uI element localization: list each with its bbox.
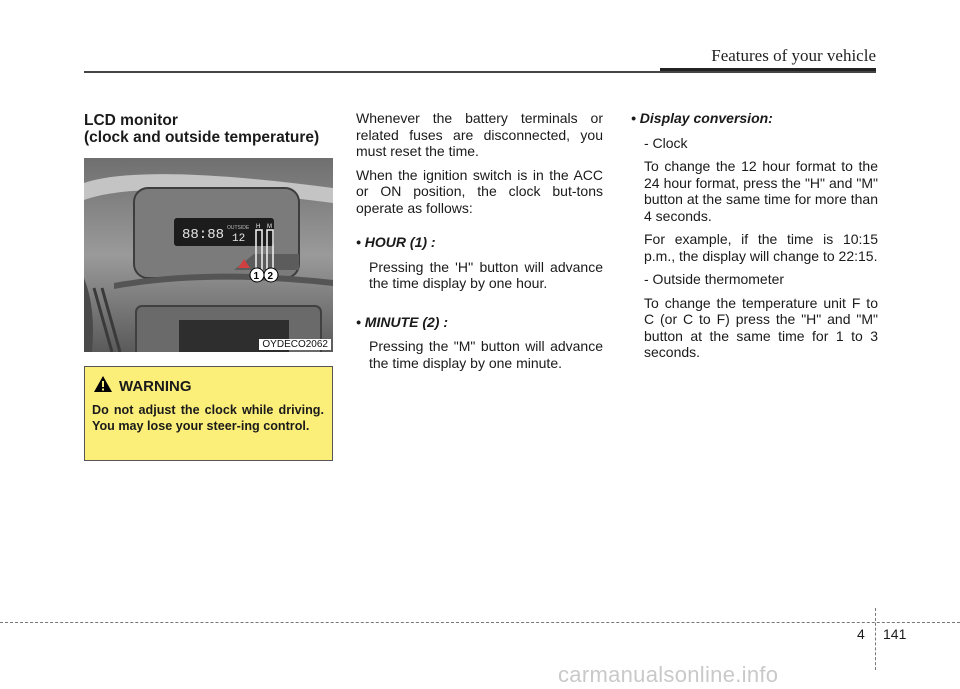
clock-paragraph-2: For example, if the time is 10:15 p.m., the display will change to 22:15. [644,231,878,264]
header-rule [84,71,876,73]
footer-divider [875,608,877,670]
thermometer-heading: - Outside thermometer [644,271,785,287]
hour-text: Pressing the 'H'' button will advance the time display by one hour. [369,258,603,291]
button-m-mark: M [267,224,272,230]
minute-text: Pressing the "M" button will advance the time display by one minute. [369,338,603,371]
display-conversion-label: • Display conversion: [631,110,773,126]
section-title-line2: (clock and outside temperature) [84,129,320,146]
page-number: 141 [883,626,907,642]
dashboard-photo [84,158,333,352]
hour-label: • HOUR (1) : [356,234,436,250]
section-title-line1: LCD monitor [84,112,178,129]
warning-title: WARNING [119,378,192,395]
button-h-mark: H [256,224,261,230]
callout-label-1: 1 [253,271,260,282]
ignition-paragraph: When the ignition switch is in the ACC or ON position, the clock but-tons operate as follows: [356,166,603,216]
column-middle [356,110,603,378]
battery-paragraph: Whenever the battery terminals or related fuses are disconnected, you must reset the time. [356,110,603,159]
callout-label-2: 2 [267,271,274,282]
section-heading [84,112,334,146]
warning-text: Do not adjust the clock while driving. You may lose your steer-ing control. [92,403,324,433]
header-title: Features of your vehicle [711,46,876,65]
column-right [631,110,878,368]
dashboard-illustration [84,158,333,352]
watermark: carmanualsonline.info [558,662,779,687]
display-outside: OUTSIDE [227,225,250,231]
warning-header [93,375,192,398]
minute-label: • MINUTE (2) : [356,313,449,330]
section-number: 4 [857,626,865,642]
footer-rule [0,622,960,623]
warning-box [84,366,333,461]
figure-code: OYDECO2062 [259,339,331,350]
warning-triangle-icon [93,375,113,398]
display-time: 88:88 [182,227,225,243]
clock-paragraph-1: To change the 12 hour format to the 24 hour format, press the "H" and "M" button at the same time for more than 4 seconds. [644,158,878,224]
thermometer-paragraph: To change the temperature unit F to C (or C to F) press the "H" and "M" button at the same time for 1 to 3 seconds. [644,294,878,360]
display-temp: 12 [232,233,246,245]
clock-heading: - Clock [644,134,688,151]
